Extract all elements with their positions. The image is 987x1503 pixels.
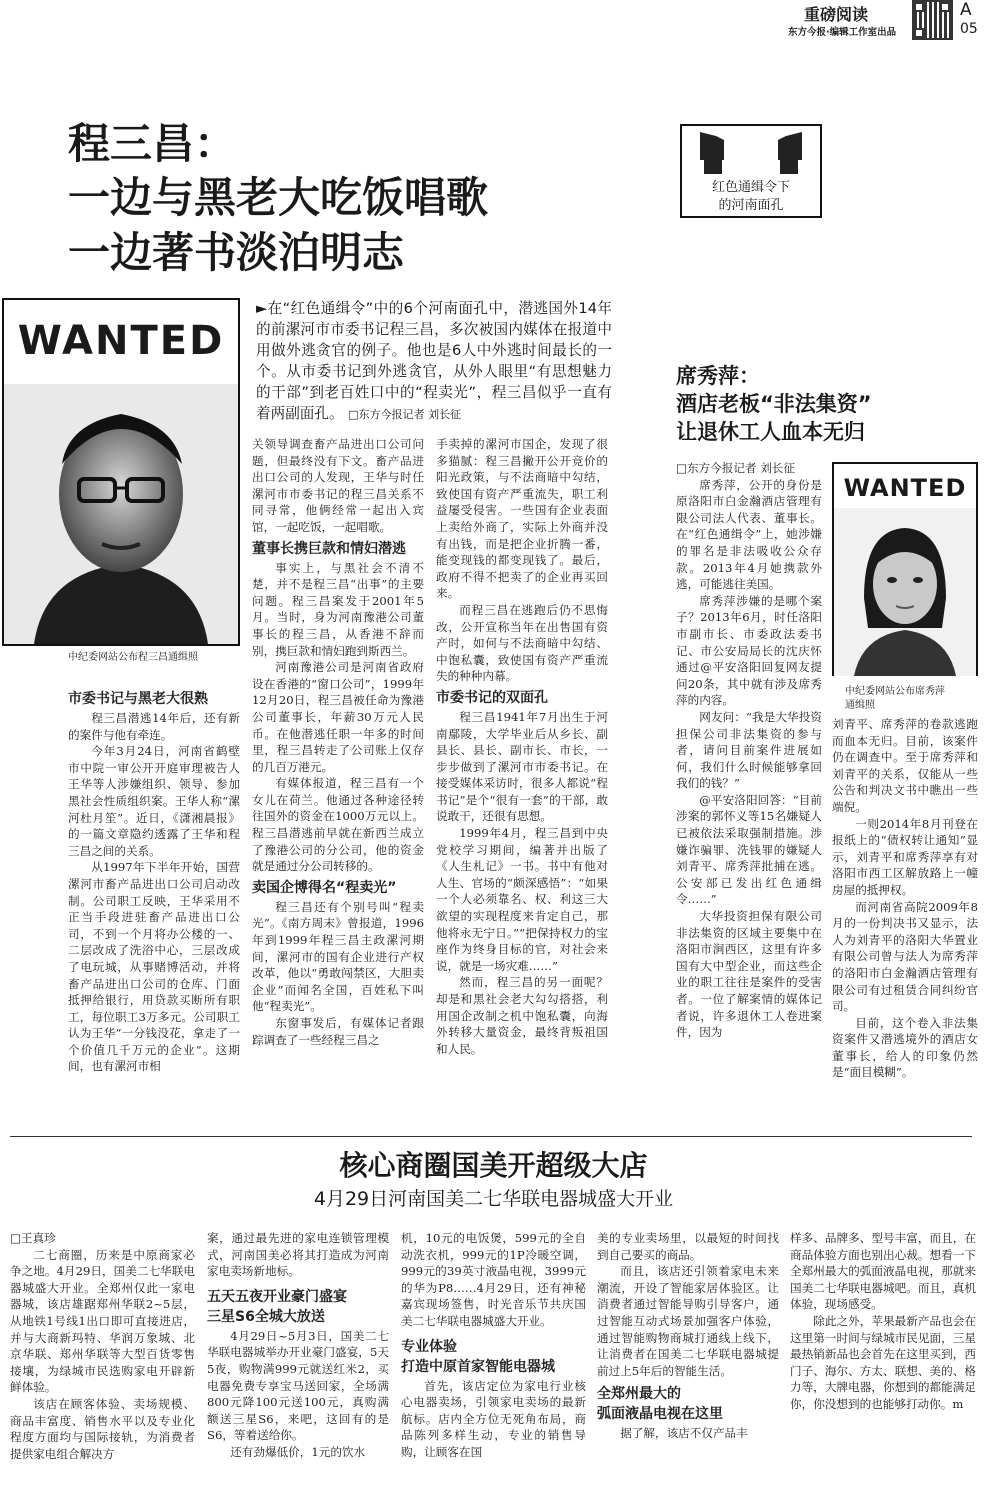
paragraph: 席秀萍涉嫌的是哪个案子？2013年6月，时任洛阳市副市长、市委政法委书记、市公安局局长的沈庆怀通过@平安洛阳回复网友提问20条，其中就有涉及席秀萍的内容。 — [676, 593, 822, 708]
portrait-woman-image — [834, 508, 976, 676]
main-col-1 — [68, 686, 240, 1075]
xi-wanted-photo — [832, 462, 978, 676]
header-divider — [952, 0, 953, 40]
paragraph: 从1997年下半年开始，国营漯河市畜产品进出口公司启动改制。公司职工反映，王华采用不正当手段进驻畜产品进出口公司，不到一个月将办公楼的一、二层改成了洗浴中心，三层改成了电玩城，从事赌博活动，并将畜产品进出口公司的仓库、门面抵押给银行，用贷款买断所有职工，每位职工3万多元。公司职工认为王华“一分钱没花，拿走了一个价值几千万元的企业”。这期间，也有漯河市相 — [68, 860, 240, 1074]
ad-col-1 — [10, 1230, 195, 1462]
paragraph: 今年3月24日，河南省鹤壁市中院一审公开开庭审理被告人王华等人涉嫌组织、领导、参加黑社会性质组织案。王华人称“漯河杜月笙”。近日，《潇湘晨报》的一篇文章隐约透露了王华和程三昌之间的关系。 — [68, 744, 240, 858]
lead-paragraph — [256, 298, 612, 425]
paragraph: 美的专业卖场里，以最短的时间找到自己要买的商品。 — [597, 1231, 779, 1262]
headline-line-3: 一边著书淡泊明志 — [68, 228, 405, 277]
wanted-label: WANTED — [843, 474, 967, 502]
xi-photo-caption-1: 中纪委网站公布席秀萍 — [845, 686, 945, 697]
side-headline-3: 让退休工人血本无归 — [676, 420, 865, 444]
ad-col-5 — [790, 1230, 976, 1413]
headline-line-1: 程三昌： — [68, 119, 237, 168]
paragraph: 然而，程三昌的另一面呢？却是和黑社会老大勾勾搭搭，利用国企改制之机中饱私囊，向海外转移大量资金，最终背叛祖国和人民。 — [436, 975, 608, 1056]
side-headline — [676, 362, 976, 446]
side-headline-1: 席秀萍： — [676, 364, 760, 388]
paragraph: 据了解，该店不仅产品丰 — [620, 1426, 748, 1441]
ad-subhead: 专业体验 — [401, 1338, 457, 1355]
xi-photo-caption-2: 通缉照 — [845, 700, 875, 711]
ad-byline: □王真珍 — [10, 1231, 56, 1245]
side-byline: □东方今报记者 刘长征 — [676, 461, 795, 475]
paragraph: 首先，该店定位为家电行业核心电器卖场，引领家电卖场的最新航标。店内全方位无死角布局，商品陈列多样生动，专业的销售导购，让顾客在国 — [401, 1378, 586, 1459]
paragraph: 而程三昌在逃跑后仍不思悔改，公开宣称当年在出售国有资产时，如何与不法商暗中勾结、中饱私囊，致使国有资产严重流失的种种内幕。 — [436, 602, 608, 684]
header-credit: 东方今报·编辑工作室出品 — [788, 27, 897, 38]
ad-subheadline: 4月29日河南国美二七华联电器城盛大开业 — [313, 1188, 674, 1210]
paragraph: 关领导调查畜产品进出口公司问题，但最终没有下文。畜产品进出口公司的人发现，王华与时任漯河市市委书记的程三昌关系不同寻常，他俩经常一起出入宾馆，一起吃饭，一起唱歌。 — [252, 437, 424, 534]
ad-col-2 — [207, 1230, 389, 1461]
ad-col-4 — [597, 1230, 779, 1442]
page-number: 05 — [960, 21, 978, 37]
wanted-label: WANTED — [17, 318, 225, 364]
paragraph: 除此之外，苹果最新产品也会在这里第一时间与绿城市民见面，三星最热销新品也会首先在这里买到，西门子、海尔、方太、联想、美的、格力等，大牌电器，你想到的都能满足你，你没想到的也能够打动你。m — [790, 1313, 976, 1411]
side-col-1 — [676, 460, 822, 1041]
paragraph: 程三昌还有个别号叫“程卖光”。《南方周末》曾报道，1996年到1999年程三昌主政漯河期间，漯河市的国有企业进行产权改革，他以“勇敢闯禁区，大胆卖企业”而闻名全国，百姓私下叫他“程卖光”。 — [252, 899, 424, 1014]
paragraph: 案，通过最先进的家电连锁管理模式，河南国美必将其打造成为河南家电卖场新地标。 — [207, 1231, 389, 1279]
ad-subhead: 全郑州最大的 — [597, 1386, 681, 1403]
subhead-escape: 董事长携巨款和情妇潜逃 — [252, 540, 406, 557]
paragraph: 有媒体报道，程三昌有一个女儿在荷兰。他通过各种途径转往国外的资金在1000万元以上。程三昌潜逃前早就在新西兰成立了豫港公司的分公司，他的资金就是通过分公司转移的。 — [252, 776, 424, 874]
paragraph: 程三昌1941年7月出生于河南鄢陵，大学毕业后从乡长、副县长、县长、副市长、市长，一步步做到了漯河市市委书记。在接受媒体采访时，很多人都说“程书记”是个“很有一套”的干部，敢说敢干，还很有思想。 — [436, 709, 608, 824]
paragraph: 大华投资担保有限公司非法集资的区域主要集中在洛阳市涧西区，这里有许多国有大中型企业，而这些企业的职工往往是案件的受害者。一位了解案情的媒体记者说，许多退休工人卷进案件，因为 — [676, 909, 822, 1040]
badge-line-2: 的河南面孔 — [718, 198, 784, 213]
paragraph: 而且，该店还引领着家电未来潮流，开设了智能家居体验区。让消费者通过智能导购引导客户，通过智能互动式场景加强客户体验，通过智能购物商城打通线上线下，让消费者在国美二七华联电器城提前过上5年后的智能生活。 — [597, 1264, 779, 1378]
headline-line-2: 一边与黑老大吃饭唱歌 — [68, 173, 489, 222]
header-bar — [760, 0, 987, 42]
paragraph: @平安洛阳回答：“目前涉案的郭怀义等15名嫌疑人已被依法采取强制措施。涉嫌诈骗罪、洗钱罪的嫌疑人刘青平、席秀萍批捕在逃。公安部已发出红色通缉令……” — [676, 792, 822, 907]
lead-text: ►在“红色通缉令”中的6个河南面孔中，潜逃国外14年的前漯河市市委书记程三昌，多次被国内媒体在报道中用做外逃贪官的例子。他也是6人中外逃时间最长的一个。从市委书记到外逃贪官，从外人眼里“有思想魅力的干部”到老百姓口中的“程卖光”，程三昌似乎一直有着两副面孔。 — [256, 300, 612, 422]
paragraph: 事实上，与黑社会不清不楚，并不是程三昌“出事”的主要问题。程三昌案发于2001年5月。当时，身为河南豫港公司董事长的程三昌，从香港不辞而别，携巨款和情妇跑到斯西兰。 — [252, 560, 424, 658]
badge-line-1: 红色通缉令下 — [711, 180, 790, 195]
ad-subhead: 弧面液晶电视在这里 — [597, 1406, 723, 1423]
paragraph: 目前，这个卷入非法集资案件又潜逃境外的酒店女董事长，给人的印象仍然是“面目模糊”。 — [832, 1015, 978, 1080]
lead-byline: □东方今报记者 刘长征 — [348, 408, 462, 421]
paragraph: 刘青平、席秀萍的卷款逃跑而血本无归。目前，该案件仍在调查中。至于席秀萍和刘青平的关系，仅能从一些公告和判决文书中瞧出一些端倪。 — [832, 717, 978, 814]
section-name: 重磅阅读 — [804, 5, 869, 24]
cheng-wanted-photo — [2, 298, 240, 646]
side-headline-2: 酒店老板“非法集资” — [676, 392, 872, 416]
paragraph: 手卖掉的漯河市国企，发现了很多猫腻：程三昌撇开公开竞价的阳光政策，与不法商暗中勾结，致使国有资产严重流失，职工利益屡受侵害。一些国有企业表面上卖给外商了，实际上外商并没有出钱，而是把企业折腾一番，能变现钱的都变现钱了。最后，政府不得不把卖了的企业再买回来。 — [436, 437, 608, 601]
paragraph: 网友问：“我是大华投资担保公司非法集资的参与者，请问目前案件进展如何，我们什么时候能够拿回我们的钱？” — [676, 709, 822, 791]
paragraph: 一则2014年8月刊登在报纸上的“债权转让通知”显示，刘青平和席秀萍享有对洛阳市西工区解放路上一幢房屋的抵押权。 — [832, 816, 978, 897]
red-notice-badge — [680, 124, 822, 218]
section-divider — [10, 1136, 972, 1137]
paragraph: 机，10元的电饭煲，599元的全自动洗衣机，999元的1P冷暖空调，999元的39英寸液晶电视，3999元的华为P8……4月29日，还有神秘嘉宾现场签售，时光音乐节共庆国美二七华联电器城盛大开业。 — [401, 1231, 586, 1328]
cheng-photo-caption: 中纪委网站公布程三昌通缉照 — [68, 652, 198, 663]
paragraph: 还有劲爆低价，1元的饮水 — [230, 1444, 366, 1459]
paragraph: 河南豫港公司是河南省政府设在香港的“窗口公司”，1999年12月20日，程三昌被任命为豫港公司董事长，年薪30万元人民币。在他潜逃任职一年多的时间里，程三昌转走了公司账上仅存的几百万港元。 — [252, 660, 424, 774]
ad-subhead: 三星S6全城大放送 — [207, 1308, 325, 1325]
paragraph: 1999年4月，程三昌到中央党校学习期间，编著并出版了《人生札记》一书。书中有他对人生、官场的“颇深感悟”：“如果一个人必须靠名、权、利这三大欲望的实现程度来肯定自己，那他将永无宁日。”“把保持权力的宝座作为终身目标的官，对社会来说，就是一场灾难……” — [436, 826, 608, 973]
paragraph: 东窗事发后，有媒体记者跟踪调查了一些经程三昌之 — [252, 1016, 424, 1047]
subhead-two-faces: 市委书记的双面孔 — [436, 689, 548, 706]
qr-code-icon[interactable] — [914, 2, 950, 38]
subhead-nickname: 卖国企博得名“程卖光” — [252, 879, 397, 896]
paragraph: 样多、品牌多、型号丰富，而且，在商品体验方面也别出心裁。想看一下全郑州最大的弧面液晶电视，那就来国美二七华联电器城吧。而且，真机体验，现场感受。 — [790, 1231, 976, 1312]
paragraph: 而河南省高院2009年8月的一份判决书又显示，法人为刘青平的洛阳大华置业有限公司曾与法人为席秀萍的洛阳市白金瀚酒店管理有限公司有过租赁合同纠纷官司。 — [832, 899, 978, 1014]
portrait-man-image — [4, 384, 238, 644]
ad-subhead: 打造中原首家智能电器城 — [401, 1358, 555, 1375]
page-letter: A — [960, 0, 972, 20]
side-col-2 — [832, 716, 978, 1081]
hands-holding-icon — [682, 126, 820, 176]
main-headline — [68, 118, 668, 280]
subhead-boss: 市委书记与黑老大很熟 — [68, 691, 208, 707]
paragraph: 二七商圈，历来是中原商家必争之地。4月29日，国美二七华联电器城盛大开业。全郑州仅此一家电器城，该店雄踞郑州华联2~5层，从地铁1号线1出口即可直接进店，并与大商新玛特、华润万象城、北京华联、郑州华联等大型百货零售接壤，为绿城市民选购家电开辟新鲜体验。 — [10, 1247, 195, 1395]
ad-col-3 — [401, 1230, 586, 1461]
main-col-3 — [436, 436, 608, 1057]
ad-subhead: 五天五夜开业豪门盛宴 — [207, 1288, 347, 1305]
paragraph: 该店在顾客体验、卖场规模、商品丰富度、销售水平以及专业化程度方面均与国际接轨，为消费者提供家电组合解决方 — [10, 1396, 195, 1461]
ad-headline: 核心商圈国美开超级大店 — [339, 1149, 648, 1182]
main-col-2 — [252, 436, 424, 1048]
paragraph: 4月29日~5月3日，国美二七华联电器城举办开业豪门盛宴，5天5夜，购物满999元就送红米2，买电器免费专享宝马送回家，全场满800元降100元送100元，真购满额送三星S6，来吧，这回有的是S6，等着送给你。 — [207, 1328, 389, 1443]
paragraph: 程三昌潜逃14年后，还有新的案件与他有牵连。 — [68, 711, 240, 742]
paragraph: 席秀萍，公开的身份是原洛阳市白金瀚酒店管理有限公司法人代表、董事长。在“红色通缉令”上，她涉嫌的罪名是非法吸收公众存款。2013年4月她携款外逃，可能逃往美国。 — [676, 477, 822, 592]
